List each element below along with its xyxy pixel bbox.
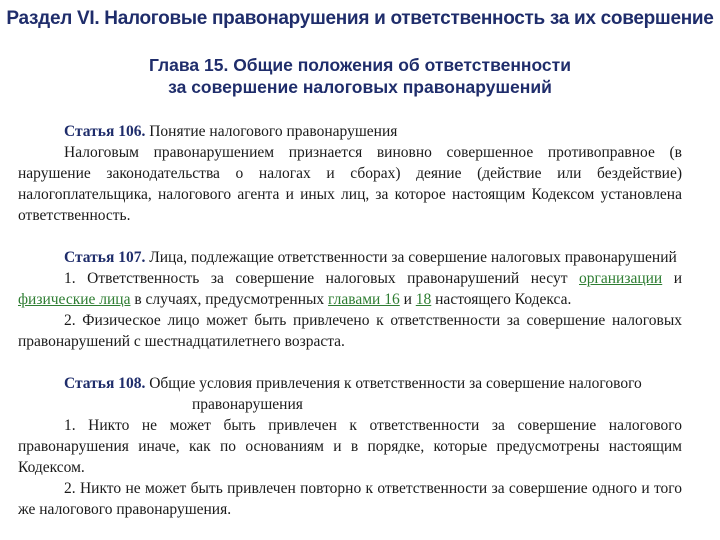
article-108-paragraph-2: 2. Никто не может быть привлечен повторно к ответственности за совершение одного и того же налогового правонарушения.	[18, 480, 682, 518]
chapter-title-line1: Глава 15. Общие положения об ответственности	[148, 55, 571, 75]
document-body	[18, 121, 682, 520]
article-107-title: Лица, подлежащие ответственности за совершение налоговых правонарушений	[149, 249, 677, 266]
article-107-paragraph-1	[18, 268, 682, 310]
article-107-p1-text-b: и	[673, 270, 683, 287]
chapter-title	[0, 54, 720, 98]
article-107-p1-text-d: и	[403, 291, 412, 308]
article-107-p1-text-c: в случаях, предусмотренных	[134, 291, 325, 308]
link-individuals[interactable]: физические лица	[18, 291, 131, 308]
link-chapter-18[interactable]: 18	[415, 291, 432, 308]
article-106-title: Понятие налогового правонарушения	[149, 123, 398, 140]
article-107	[18, 247, 682, 352]
article-107-p1-text-a: 1. Ответственность за совершение налоговых правонарушений несут	[64, 270, 568, 287]
article-106-label: Статья 106.	[64, 123, 146, 140]
article-108-title-line1: Общие условия привлечения к ответственности за совершение налогового	[149, 375, 642, 392]
section-title: Раздел VI. Налоговые правонарушения и ответственность за их совершение	[6, 8, 714, 29]
article-108-title-line2: правонарушения	[192, 396, 303, 413]
article-107-label: Статья 107.	[64, 249, 146, 266]
link-organizations[interactable]: организации	[579, 270, 663, 287]
link-chapter-16[interactable]: главами 16	[328, 291, 400, 308]
article-107-p1-text-e: настоящего Кодекса.	[435, 291, 572, 308]
article-108-paragraph-1: 1. Никто не может быть привлечен к ответственности за совершение налогового правонарушения иначе, как по основаниям и в порядке, которые предусмотрены настоящим Кодексом.	[18, 417, 682, 476]
article-107-heading	[18, 247, 682, 268]
article-108-label: Статья 108.	[64, 375, 146, 392]
article-107-paragraph-2: 2. Физическое лицо может быть привлечено к ответственности за совершение налоговых правонарушений с шестнадцатилетнего возраста.	[18, 312, 682, 350]
article-106-text: Налоговым правонарушением признается виновно совершенное противоправное (в нарушение законодательства о налогах и сборах) деяние (действие или бездействие) налогоплательщика, налогового агента и иных лиц, за которое настоящим Кодексом установлена ответственность.	[18, 144, 682, 224]
article-108-heading	[18, 373, 682, 415]
article-108	[18, 373, 682, 520]
chapter-title-line2: за совершение налоговых правонарушений	[168, 77, 552, 97]
article-106	[18, 121, 682, 226]
article-106-heading	[18, 121, 682, 142]
